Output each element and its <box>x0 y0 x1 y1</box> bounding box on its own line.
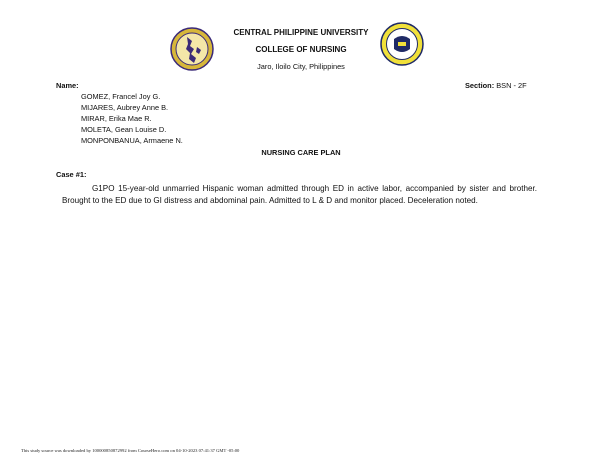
plan-title: NURSING CARE PLAN <box>261 148 341 157</box>
case-label: Case #1: <box>56 170 87 179</box>
case-description: G1PO 15-year-old unmarried Hispanic woman admitted through ED in active labor, accompanied by sister and brother. Brought to the ED due to GI distress and abdominal pain. Admitted to L & D and monitor placed. Deceleration noted. <box>62 184 537 206</box>
student-name: GOMEZ, Francel Joy G. <box>81 92 161 101</box>
section-value: BSN - 2F <box>496 81 527 90</box>
college-name: COLLEGE OF NURSING <box>255 45 347 54</box>
student-name: MIRAR, Erika Mae R. <box>81 114 152 123</box>
section-label: Section: <box>465 81 495 90</box>
name-label: Name: <box>56 81 79 90</box>
section-field <box>465 81 527 90</box>
student-name: MOLETA, Gean Louise D. <box>81 125 167 134</box>
location-text: Jaro, Iloilo City, Philippines <box>257 62 345 71</box>
student-names-list <box>81 92 183 147</box>
student-name: MIJARES, Aubrey Anne B. <box>81 103 169 112</box>
source-footer: This study source was downloaded by 100000850872992 from CourseHero.com on 04-10-2023 07:41:37 GMT -05:00 <box>21 448 240 453</box>
student-name: MONPONBANUA, Armaene N. <box>81 136 183 145</box>
university-name: CENTRAL PHILIPPINE UNIVERSITY <box>233 28 369 37</box>
